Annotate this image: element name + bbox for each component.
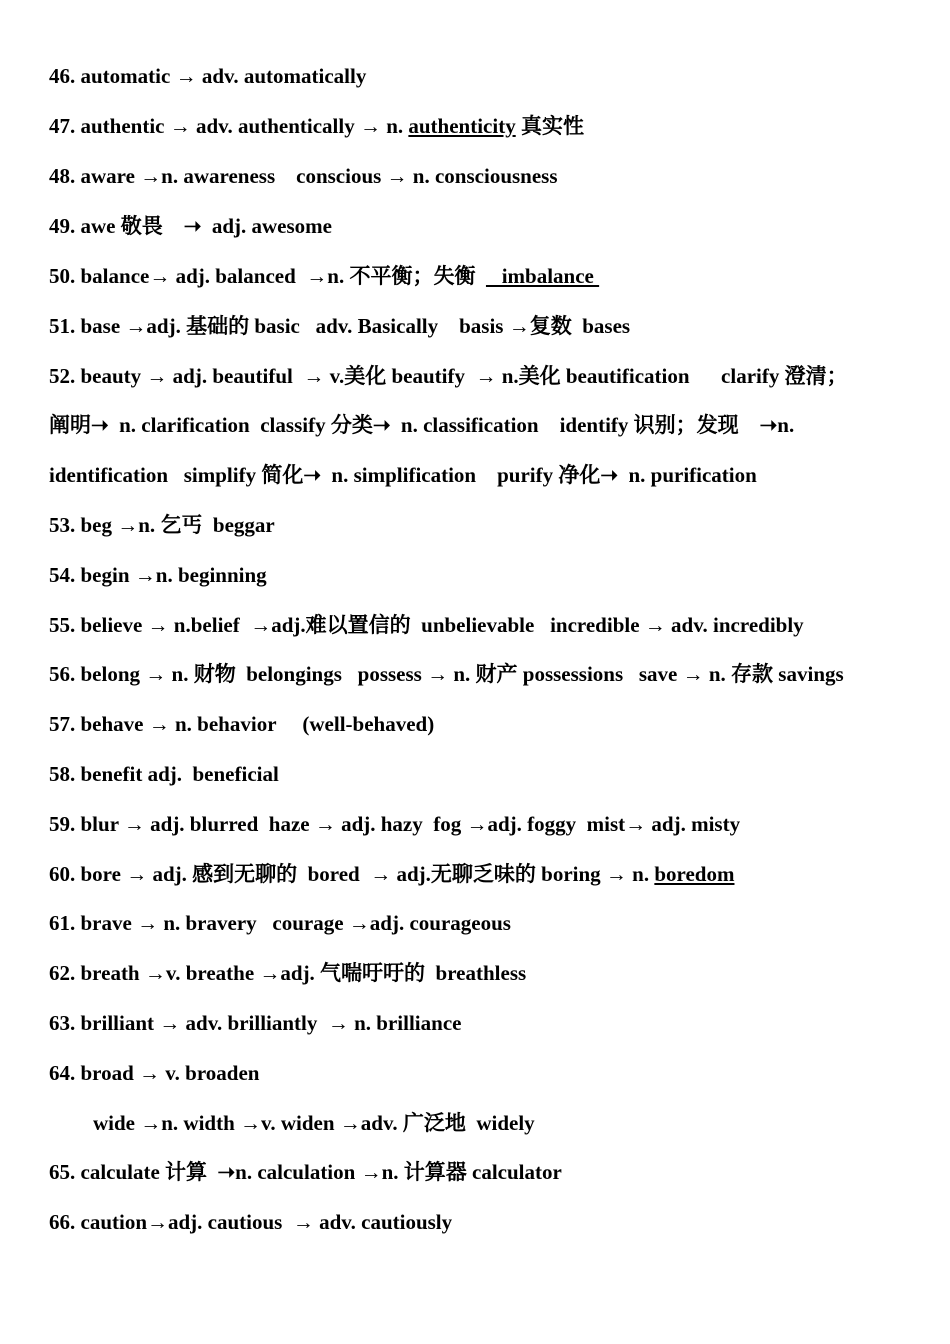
entry-65: 65. calculate 计算 ➝n. calculation →n. 计算器 calculator <box>49 1160 562 1184</box>
entry-59: 59. blur → adj. blurred haze → adj. hazy fog →adj. foggy mist→ adj. misty <box>49 812 741 836</box>
entry-66: 66. caution→adj. cautious → adv. cautiously <box>49 1210 453 1234</box>
entry-47-gloss: 真实性 <box>515 114 584 138</box>
entry-58: 58. benefit adj. beneficial <box>49 762 279 786</box>
entry-46: 46. automatic → adv. automatically <box>49 64 367 88</box>
entry-60-text: 60. bore → adj. 感到无聊的 bored → adj.无聊乏味的 boring → n. <box>49 862 655 886</box>
entry-50-text: 50. balance→ adj. balanced →n. 不平衡；失衡 <box>49 264 486 288</box>
entry-53: 53. beg →n. 乞丐 beggar <box>49 513 275 537</box>
entry-51: 51. base →adj. 基础的 basic adv. Basically basis →复数 bases <box>49 314 631 338</box>
entry-64: 64. broad → v. broaden <box>49 1061 260 1085</box>
entry-47 <box>49 112 584 140</box>
entry-52-line-2: 阐明➝ n. clarification classify 分类➝ n. classification identify 识别；发现 ➝n. <box>49 413 795 437</box>
entry-52-line-1: 52. beauty → adj. beautiful → v.美化 beautify → n.美化 beautification clarify 澄清； <box>49 364 848 388</box>
entry-62: 62. breath →v. breathe →adj. 气喘吁吁的 breathless <box>49 961 527 985</box>
entry-50-underlined-word: imbalance <box>485 264 600 288</box>
entry-57: 57. behave → n. behavior (well-behaved) <box>49 712 435 736</box>
entry-50 <box>49 262 599 290</box>
entry-60 <box>49 860 734 888</box>
entry-61: 61. brave → n. bravery courage →adj. courageous <box>49 911 511 935</box>
entry-54: 54. begin →n. beginning <box>49 563 267 587</box>
entry-49: 49. awe 敬畏 ➝ adj. awesome <box>49 214 332 238</box>
entry-47-text: 47. authentic → adv. authentically → n. <box>49 114 409 138</box>
entry-64-continuation: wide →n. width →v. widen →adv. 广泛地 widely <box>93 1111 535 1135</box>
entry-52-line-3: identification simplify 简化➝ n. simplification purify 净化➝ n. purification <box>49 463 757 487</box>
entry-47-underlined-word: authenticity <box>408 114 516 138</box>
entry-63: 63. brilliant → adv. brilliantly → n. brilliance <box>49 1011 462 1035</box>
entry-56: 56. belong → n. 财物 belongings possess → n. 财产 possessions save → n. 存款 savings <box>49 662 844 686</box>
entry-48: 48. aware →n. awareness conscious → n. consciousness <box>49 164 558 188</box>
entry-60-underlined-word: boredom <box>654 862 735 886</box>
entry-55: 55. believe → n.belief →adj.难以置信的 unbelievable incredible → adv. incredibly <box>49 613 804 637</box>
